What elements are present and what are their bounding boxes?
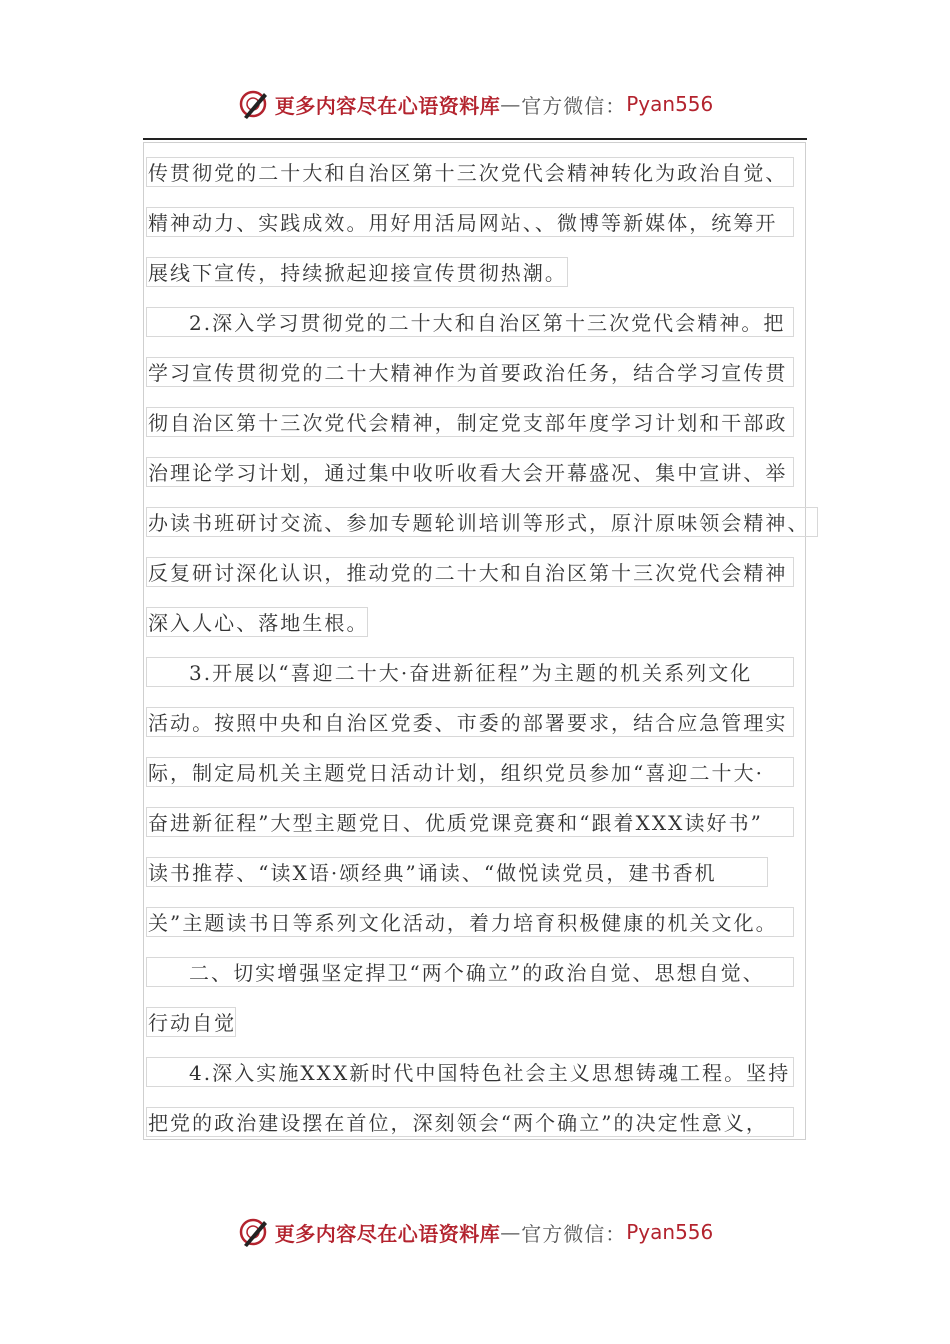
text-line: 2.深入学习贯彻党的二十大和自治区第十三次党代会精神。把 [146,307,794,337]
text-line: 办读书班研讨交流、参加专题轮训培训等形式，原汁原味领会精神、 [146,507,818,537]
banner-wechat-label: 官方微信： [521,93,627,118]
text-line: 深入人心、落地生根。 [146,607,368,637]
text-line: 彻自治区第十三次党代会精神，制定党支部年度学习计划和干部政 [146,407,794,437]
banner-wechat-id: Pyan556 [626,92,714,116]
footer-banner [0,1212,950,1252]
text-line: 反复研讨深化认识，推动党的二十大和自治区第十三次党代会精神 [146,557,794,587]
header-rule [143,138,807,140]
text-line: 关”主题读书日等系列文化活动，着力培育积极健康的机关文化。 [146,907,794,937]
banner-main-text: 更多内容尽在心语资料库 [274,1221,501,1246]
text-line: 精神动力、实践成效。用好用活局网站、、微博等新媒体，统筹开 [146,207,794,237]
text-line: 展线下宣传，持续掀起迎接宣传贯彻热潮。 [146,257,568,287]
text-line: 把党的政治建设摆在首位，深刻领会“两个确立”的决定性意义， [146,1107,794,1137]
text-line: 传贯彻党的二十大和自治区第十三次党代会精神转化为政治自觉、 [146,157,794,187]
text-line: 学习宣传贯彻党的二十大精神作为首要政治任务，结合学习宣传贯 [146,357,794,387]
content-frame [143,142,806,1140]
text-line: 际，制定局机关主题党日活动计划，组织党员参加“喜迎二十大· [146,757,794,787]
text-line: 活动。按照中央和自治区党委、市委的部署要求，结合应急管理实 [146,707,794,737]
banner-main-text: 更多内容尽在心语资料库 [274,93,501,118]
banner-wechat-label: 官方微信： [521,1221,627,1246]
text-line: 读书推荐、“读X语·颂经典”诵读、“做悦读党员，建书香机 [146,857,768,887]
text-line: 4.深入实施XXX新时代中国特色社会主义思想铸魂工程。坚持 [146,1057,794,1087]
text-line: 二、切实增强坚定捍卫“两个确立”的政治自觉、思想自觉、 [146,957,794,987]
text-line: 治理论学习计划，通过集中收听收看大会开幕盛况、集中宣讲、举 [146,457,794,487]
header-banner [0,84,950,124]
pen-logo-icon [237,1215,271,1249]
banner-dash: — [500,1220,522,1244]
text-line: 行动自觉 [146,1007,236,1037]
text-line: 奋进新征程”大型主题党日、优质党课竞赛和“跟着XXX读好书” [146,807,794,837]
text-line: 3.开展以“喜迎二十大·奋进新征程”为主题的机关系列文化 [146,657,794,687]
banner-dash: — [500,92,522,116]
pen-logo-icon [237,87,271,121]
banner-wechat-id: Pyan556 [626,1220,714,1244]
